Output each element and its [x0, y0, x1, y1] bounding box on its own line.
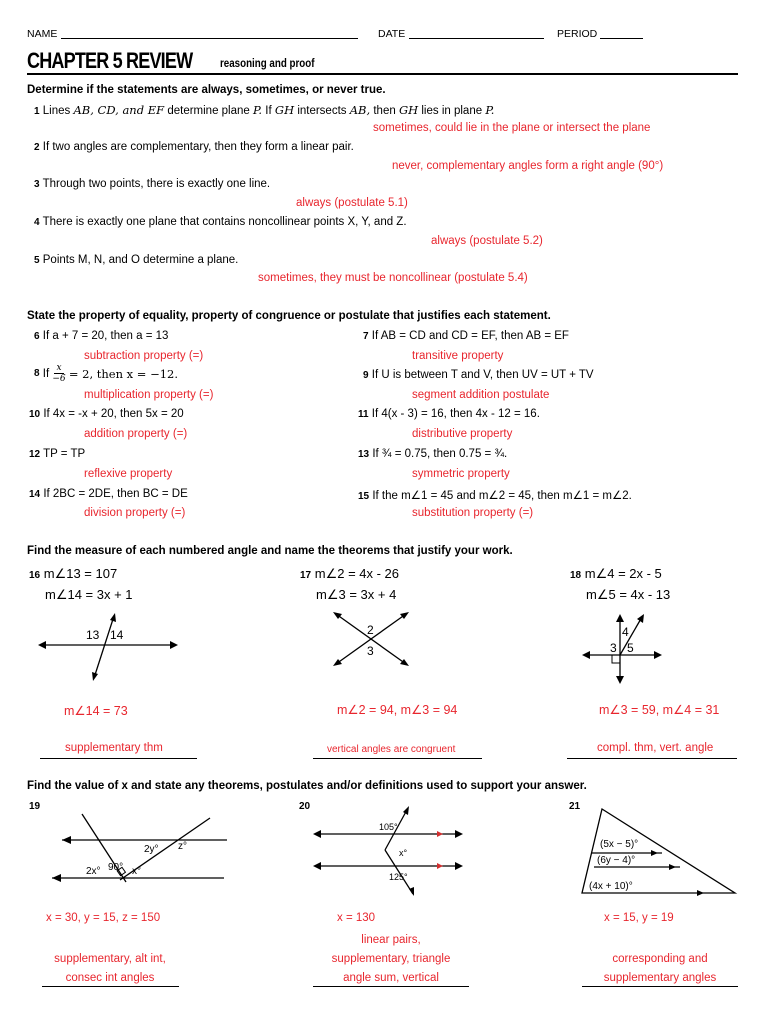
- answer-3: always (postulate 5.1): [296, 197, 408, 209]
- section1-heading: Determine if the statements are always, sometimes, or never true.: [27, 84, 386, 96]
- answer-5: sometimes, they must be noncollinear (postulate 5.4): [258, 272, 528, 284]
- arrowhead: [616, 614, 624, 622]
- question-19-number: 19: [29, 801, 41, 812]
- question-4: 4 There is exactly one plane that contains noncollinear points X, Y, and Z.: [34, 216, 407, 228]
- figure-19: [42, 810, 227, 890]
- fraction: $\frac{x}{-6}$: [52, 363, 66, 384]
- answer-16: m∠14 = 73: [64, 704, 128, 718]
- figure-17: [332, 610, 412, 670]
- reason-20-line3: angle sum, vertical: [343, 972, 439, 984]
- question-16: 16 m∠13 = 107: [29, 566, 118, 581]
- arrowhead: [313, 862, 321, 870]
- answer-17: m∠2 = 94, m∠3 = 94: [337, 703, 458, 717]
- question-20-number: 20: [299, 801, 311, 812]
- answer-12: reflexive property: [84, 468, 173, 480]
- question-13: 13 If ¾ = 0.75, then 0.75 = ¾.: [358, 448, 508, 460]
- question-21-number: 21: [569, 801, 581, 812]
- answer-10: addition property (=): [84, 428, 188, 440]
- answer-4: always (postulate 5.2): [431, 235, 543, 247]
- question-18-line2: m∠5 = 4x - 13: [586, 587, 671, 602]
- answer-11: distributive property: [412, 428, 513, 440]
- question-15: 15 If the m∠1 = 45 and m∠2 = 45, then m∠1 = m∠2.: [358, 490, 632, 502]
- page-subtitle: reasoning and proof: [220, 58, 315, 70]
- reason-19-line2: consec int angles: [65, 972, 155, 984]
- name-blank[interactable]: [61, 38, 358, 39]
- question-5: 5 Points M, N, and O determine a plane.: [34, 254, 239, 266]
- reason-21-rule: [582, 986, 738, 987]
- arrowhead: [616, 676, 624, 684]
- reason-20-line2: supplementary, triangle: [331, 953, 451, 965]
- fig21-label-6y: (6y − 4)°: [597, 855, 636, 866]
- reason-18: compl. thm, vert. angle: [597, 742, 714, 754]
- title-rule: [27, 73, 738, 75]
- period-blank[interactable]: [600, 38, 643, 39]
- fig18-label-4: 4: [622, 625, 629, 639]
- reason-19-line1: supplementary, alt int,: [54, 953, 166, 965]
- arrowhead: [92, 672, 98, 681]
- reason-19-rule: [42, 986, 179, 987]
- answer-15: substitution property (=): [412, 507, 534, 519]
- reason-19: [40, 950, 180, 988]
- answer-19: x = 30, y = 15, z = 150: [46, 912, 161, 924]
- figure-16: [38, 612, 178, 682]
- arrowhead: [455, 862, 463, 870]
- question-9: 9 If U is between T and V, then UV = UT + TV: [363, 369, 594, 381]
- answer-18: m∠3 = 59, m∠4 = 31: [599, 703, 720, 717]
- arrowhead: [313, 830, 321, 838]
- reason-21-line2: supplementary angles: [603, 972, 717, 984]
- reason-20-line1: linear pairs,: [361, 934, 421, 946]
- arrowhead: [52, 874, 61, 882]
- name-label: NAME: [27, 28, 58, 40]
- question-7: 7 If AB = CD and CD = EF, then AB = EF: [363, 330, 569, 342]
- section2-heading: State the property of equality, property of congruence or postulate that justifies each statement.: [27, 310, 551, 322]
- reason-17-rule: [313, 758, 482, 759]
- fig20-label-105: 105°: [379, 822, 398, 832]
- figure-18: [582, 613, 662, 683]
- arrowhead: [582, 651, 590, 659]
- question-1: 1 Lines AB, CD, and EF determine plane P. If GH intersects AB, then GH lies in plane P.: [34, 103, 495, 117]
- answer-13: symmetric property: [412, 468, 510, 480]
- parallel-mark: [651, 850, 658, 856]
- question-8: 8 If $\frac{x}{-6}$ = 2, then x = −12.: [34, 363, 179, 384]
- answer-14: division property (=): [84, 507, 186, 519]
- answer-9: segment addition postulate: [412, 389, 550, 401]
- answer-2: never, complementary angles form a right angle (90°): [392, 160, 664, 172]
- arrowhead: [637, 614, 644, 623]
- question-12: 12 TP = TP: [29, 448, 86, 460]
- fig17-label-3: 3: [367, 644, 374, 658]
- question-3: 3 Through two points, there is exactly one line.: [34, 178, 271, 190]
- period-label: PERIOD: [557, 28, 598, 40]
- arrowhead: [654, 651, 662, 659]
- figure-20: [313, 806, 463, 896]
- right-angle-mark: [612, 655, 620, 663]
- arrowhead: [38, 641, 46, 649]
- reason-20: [313, 931, 469, 988]
- fig16-label-14: 14: [110, 628, 124, 642]
- question-17-line2: m∠3 = 3x + 4: [316, 587, 397, 602]
- question-6: 6 If a + 7 = 20, then a = 13: [34, 330, 169, 342]
- reason-18-rule: [567, 758, 737, 759]
- fig20-label-125: 125°: [389, 872, 408, 882]
- parallel-mark: [697, 890, 704, 896]
- parallel-mark: [669, 864, 676, 870]
- date-blank[interactable]: [409, 38, 544, 39]
- fig19-label-2y: 2y°: [144, 844, 159, 855]
- answer-21: x = 15, y = 19: [604, 912, 674, 924]
- answer-8: multiplication property (=): [84, 389, 214, 401]
- question-16-line2: m∠14 = 3x + 1: [45, 587, 133, 602]
- question-14: 14 If 2BC = 2DE, then BC = DE: [29, 488, 188, 500]
- fig19-label-2x: 2x°: [86, 866, 101, 877]
- fig21-label-4x: (4x + 10)°: [589, 881, 633, 892]
- section4-heading: Find the value of x and state any theorems, postulates and/or definitions used to support your answer.: [27, 780, 587, 792]
- figure-21: [580, 805, 740, 895]
- fig16-label-13: 13: [86, 628, 100, 642]
- question-10: 10 If 4x = -x + 20, then 5x = 20: [29, 408, 184, 420]
- answer-20: x = 130: [337, 912, 376, 924]
- reason-16-rule: [40, 758, 197, 759]
- answer-6: subtraction property (=): [84, 350, 204, 362]
- fig18-label-3: 3: [610, 641, 617, 655]
- fig18-label-5: 5: [627, 641, 634, 655]
- fig19-label-x: x°: [132, 866, 141, 877]
- question-17: 17 m∠2 = 4x - 26: [300, 566, 400, 581]
- question-18: 18 m∠4 = 2x - 5: [570, 566, 662, 581]
- reason-17: vertical angles are congruent: [327, 744, 456, 755]
- reason-21: [580, 950, 740, 988]
- parallel-mark: [437, 831, 443, 837]
- arrowhead: [110, 613, 116, 622]
- question-2: 2 If two angles are complementary, then they form a linear pair.: [34, 141, 354, 153]
- reason-16: supplementary thm: [65, 742, 163, 754]
- answer-1: sometimes, could lie in the plane or intersect the plane: [373, 122, 651, 134]
- fig19-label-90: 90°: [108, 862, 124, 873]
- arrowhead: [403, 806, 409, 815]
- parallel-mark: [437, 863, 443, 869]
- question-11: 11 If 4(x - 3) = 16, then 4x - 12 = 16.: [358, 408, 540, 420]
- fig19-label-z: z°: [178, 841, 187, 852]
- section3-heading: Find the measure of each numbered angle and name the theorems that justify your work.: [27, 545, 513, 557]
- answer-7: transitive property: [412, 350, 504, 362]
- fig20-label-x: x°: [399, 848, 408, 858]
- fig17-label-2: 2: [367, 623, 374, 637]
- page-title: CHAPTER 5 REVIEW: [27, 48, 193, 73]
- reason-21-line1: corresponding and: [612, 953, 708, 965]
- reason-20-rule: [313, 986, 469, 987]
- arrowhead: [62, 836, 71, 844]
- fig21-label-5x: (5x − 5)°: [600, 839, 639, 850]
- date-label: DATE: [378, 28, 406, 40]
- arrowhead: [455, 830, 463, 838]
- arrowhead: [170, 641, 178, 649]
- fig16-transversal: [94, 616, 114, 678]
